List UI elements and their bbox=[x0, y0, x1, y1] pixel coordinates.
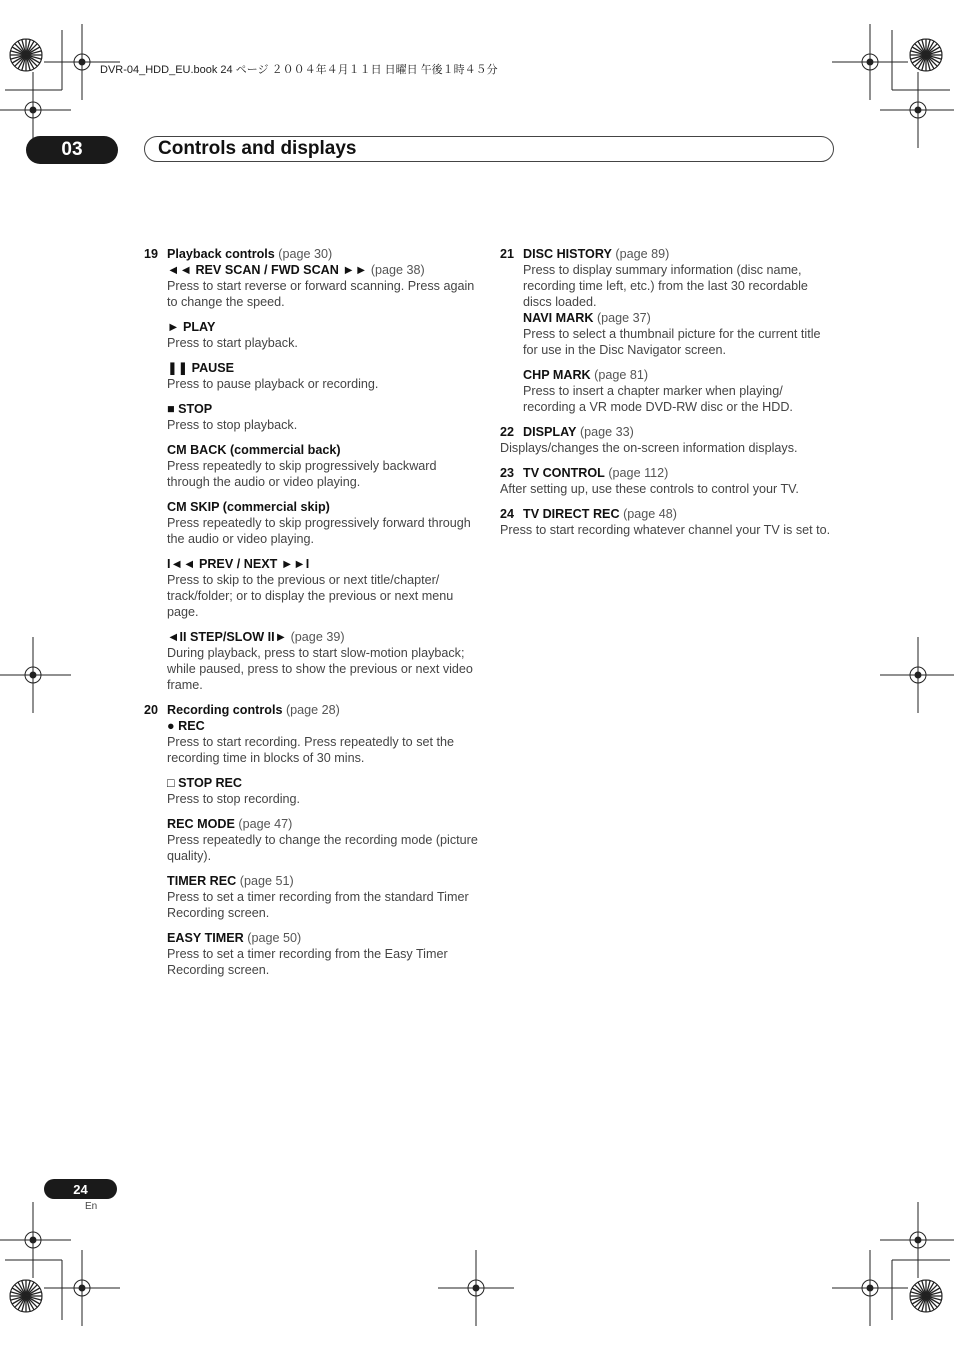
entry-number: 24 bbox=[500, 507, 515, 521]
entry-playback-controls bbox=[144, 246, 479, 693]
control-description: Press repeatedly to skip progressively backward through the audio or video playing. bbox=[167, 459, 437, 489]
language-code: En bbox=[85, 1201, 98, 1212]
entry-label: TV CONTROL bbox=[523, 466, 605, 480]
entry-tv-control bbox=[500, 465, 835, 497]
entry-display bbox=[500, 424, 835, 456]
control-prev-next bbox=[167, 556, 479, 620]
control-label: CM SKIP (commercial skip) bbox=[167, 500, 330, 514]
entry-disc-history bbox=[500, 246, 835, 415]
chapter-number-badge: 03 bbox=[26, 136, 118, 164]
stop-icon: ■ bbox=[167, 402, 175, 416]
print-header: DVR-04_HDD_EU.book 24 ページ ２００４年４月１１日 日曜日 午後１時４５分 bbox=[100, 64, 498, 76]
control-description: Press to stop playback. bbox=[167, 418, 298, 432]
page-ref: (page 37) bbox=[596, 311, 651, 325]
control-label: PAUSE bbox=[191, 361, 235, 375]
entry-number: 20 bbox=[144, 703, 159, 717]
entry-number: 19 bbox=[144, 247, 159, 261]
step-forward-icon: II► bbox=[267, 630, 288, 644]
entry-label: DISPLAY bbox=[523, 425, 577, 439]
page-ref: (page 112) bbox=[608, 466, 669, 480]
page-ref: (page 30) bbox=[278, 247, 333, 261]
entry-label: DISC HISTORY bbox=[523, 247, 612, 261]
page-ref: (page 33) bbox=[579, 425, 634, 439]
control-navi-mark bbox=[523, 310, 835, 358]
control-label: STOP bbox=[178, 402, 213, 416]
rewind-icon: ◄◄ bbox=[167, 263, 192, 277]
control-label: NAVI MARK bbox=[523, 311, 594, 325]
page-ref: (page 28) bbox=[285, 703, 340, 717]
skip-back-icon: I◄◄ bbox=[167, 557, 196, 571]
control-chp-mark bbox=[523, 367, 835, 415]
control-description: Press repeatedly to skip progressively forward through the audio or video playing. bbox=[167, 516, 471, 546]
control-description: Press to stop recording. bbox=[167, 792, 300, 806]
control-description: Press repeatedly to change the recording mode (picture quality). bbox=[167, 833, 478, 863]
left-column bbox=[144, 246, 479, 987]
page-ref: (page 38) bbox=[370, 263, 425, 277]
control-cm-skip bbox=[167, 499, 479, 547]
control-label: EASY TIMER bbox=[167, 931, 244, 945]
entry-description: Displays/changes the on-screen information displays. bbox=[500, 441, 798, 455]
fast-forward-icon: ►► bbox=[342, 263, 368, 277]
control-step-slow bbox=[167, 629, 479, 693]
control-easy-timer bbox=[167, 930, 479, 978]
control-timer-rec bbox=[167, 873, 479, 921]
control-rev-fwd-scan bbox=[167, 262, 479, 310]
control-label: CM BACK (commercial back) bbox=[167, 443, 341, 457]
control-pause bbox=[167, 360, 479, 392]
step-back-icon: ◄II bbox=[167, 630, 187, 644]
play-icon: ► bbox=[167, 320, 180, 334]
control-play bbox=[167, 319, 479, 351]
control-label: STEP/SLOW bbox=[189, 630, 265, 644]
control-description: Press to pause playback or recording. bbox=[167, 377, 379, 391]
control-rec bbox=[167, 718, 479, 766]
page-ref: (page 89) bbox=[615, 247, 670, 261]
entry-description: Press to start recording whatever channel your TV is set to. bbox=[500, 523, 831, 537]
record-icon: ● bbox=[167, 719, 175, 733]
control-description: Press to select a thumbnail picture for the current title for use in the Disc Navigator screen. bbox=[523, 327, 821, 357]
control-label: PREV / NEXT bbox=[198, 557, 278, 571]
control-label: REC MODE bbox=[167, 817, 235, 831]
control-label: CHP MARK bbox=[523, 368, 591, 382]
control-description: Press to insert a chapter marker when playing/ recording a VR mode DVD-RW disc or the HDD. bbox=[523, 384, 793, 414]
entry-label: TV DIRECT REC bbox=[523, 507, 620, 521]
chapter-title-box bbox=[144, 136, 834, 162]
control-description: Press to set a timer recording from the Easy Timer Recording screen. bbox=[167, 947, 448, 977]
pause-icon: ❚❚ bbox=[167, 361, 189, 375]
skip-forward-icon: ►►I bbox=[280, 557, 310, 571]
entry-recording-controls bbox=[144, 702, 479, 978]
entry-label: Recording controls bbox=[167, 703, 283, 717]
control-label: TIMER REC bbox=[167, 874, 237, 888]
entry-number: 23 bbox=[500, 466, 515, 480]
control-description: During playback, press to start slow-motion playback; while paused, press to show the previous or next video frame. bbox=[167, 646, 473, 692]
page-ref: (page 47) bbox=[238, 817, 293, 831]
entry-number: 22 bbox=[500, 425, 515, 439]
right-column bbox=[500, 246, 835, 547]
control-description: Press to start recording. Press repeatedly to set the recording time in blocks of 30 mins. bbox=[167, 735, 454, 765]
page-ref: (page 50) bbox=[247, 931, 302, 945]
entry-tv-direct-rec bbox=[500, 506, 835, 538]
entry-label: Playback controls bbox=[167, 247, 275, 261]
control-label: STOP REC bbox=[178, 776, 243, 790]
control-label: REV SCAN / FWD SCAN bbox=[195, 263, 339, 277]
control-description: Press to start reverse or forward scanning. Press again to change the speed. bbox=[167, 279, 475, 309]
page-number-badge: 24 bbox=[44, 1179, 117, 1199]
entry-number: 21 bbox=[500, 247, 515, 261]
stop-rec-icon: □ bbox=[167, 776, 175, 790]
page-ref: (page 39) bbox=[290, 630, 345, 644]
control-label: REC bbox=[178, 719, 205, 733]
entry-description: After setting up, use these controls to control your TV. bbox=[500, 482, 799, 496]
control-cm-back bbox=[167, 442, 479, 490]
control-stop bbox=[167, 401, 479, 433]
control-stop-rec bbox=[167, 775, 479, 807]
page-ref: (page 51) bbox=[239, 874, 294, 888]
control-rec-mode bbox=[167, 816, 479, 864]
control-description: Press to start playback. bbox=[167, 336, 298, 350]
control-label: PLAY bbox=[182, 320, 216, 334]
page-ref: (page 81) bbox=[594, 368, 649, 382]
control-description: Press to skip to the previous or next title/chapter/ track/folder; or to display the previous or next menu page. bbox=[167, 573, 454, 619]
chapter-title: Controls and displays bbox=[158, 138, 357, 159]
entry-description: Press to display summary information (disc name, recording time left, etc.) from the last 30 recordable discs loaded. bbox=[523, 263, 808, 309]
control-description: Press to set a timer recording from the standard Timer Recording screen. bbox=[167, 890, 469, 920]
page-ref: (page 48) bbox=[623, 507, 677, 521]
